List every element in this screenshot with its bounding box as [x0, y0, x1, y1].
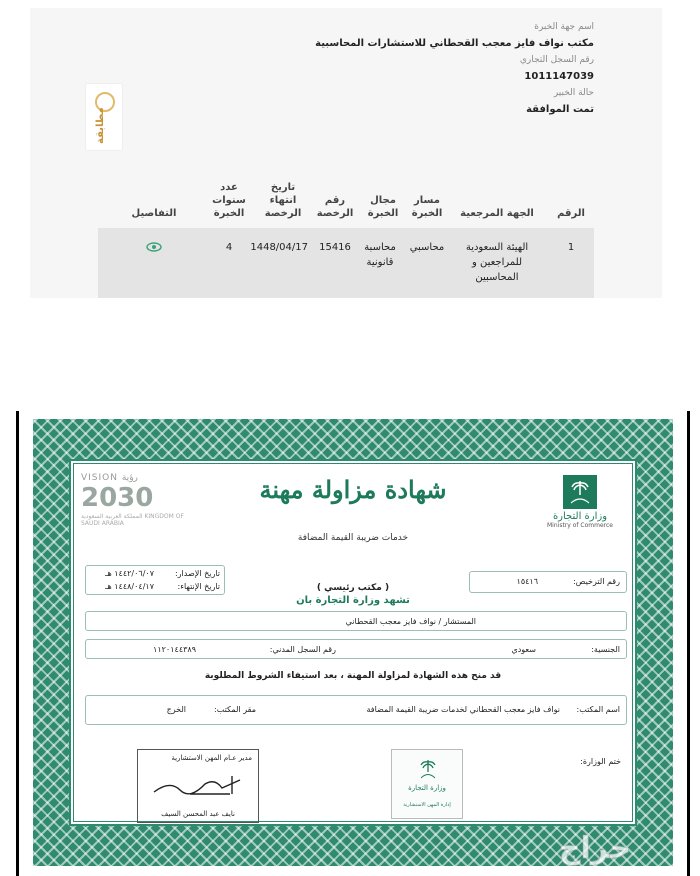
issue-date-label: تاريخ الإصدار: [174, 569, 220, 578]
signature-box [137, 749, 259, 823]
signer-title: مدير عـام المهن الاستشارية [171, 754, 252, 762]
expiry-date-label: تاريخ الإنتهاء: [177, 582, 220, 591]
certificate-border [33, 419, 673, 866]
header-details: التفاصيل [131, 208, 177, 219]
seal-ministry: وزارة التجارة [408, 784, 446, 792]
vision-label: VISION رؤية [81, 473, 138, 483]
expert-info-content [94, 8, 594, 298]
vision-2030-logo [81, 473, 191, 543]
status-value: تمت الموافقة [526, 104, 594, 115]
person-name: المستشار / نواف فايز معجب القحطاني [345, 617, 476, 626]
watermark-text: حراج [558, 831, 632, 866]
cell-field: محاسبة قانونية [364, 242, 396, 268]
office-hq-label: مقر المكتب: [214, 705, 256, 714]
expert-name-value: مكتب نواف فايز معجب القحطاني للاستشارات المحاسبية [315, 38, 594, 49]
license-value: ١٥٤١٦ [516, 577, 538, 586]
table-row [98, 228, 594, 298]
license-label: رقم الترخيص: [573, 577, 620, 586]
ministry-name-en: Ministry of Commerce [547, 522, 613, 529]
signature-mark [150, 770, 250, 800]
header-track: مسار الخبرة [411, 195, 443, 219]
expert-info [315, 22, 594, 121]
cell-expiry: 1448/04/17 [250, 242, 308, 253]
expertise-table [98, 170, 594, 298]
cell-license: 15416 [319, 242, 351, 253]
header-reference: الجهة المرجعية [460, 208, 534, 219]
header-num: الرقم [557, 208, 585, 219]
testify-text: تشهد وزارة التجارة بان [296, 595, 410, 606]
eye-icon[interactable] [146, 242, 162, 252]
header-license: رقم الرخصة [316, 195, 354, 219]
certificate-photo [16, 411, 690, 876]
header-years: عدد سنوات الخبرة [212, 182, 246, 219]
header-field: مجال الخبرة [367, 195, 399, 219]
expert-info-panel [30, 8, 662, 298]
signer-name: نايف عبد المحسن السيف [161, 810, 235, 818]
office-hq-value: الخرج [166, 705, 186, 714]
palm-swords-icon [563, 475, 597, 509]
civil-id-value: ١١٢٠١٤٤٣٨٩ [153, 645, 196, 654]
civil-id-label: رقم السجل المدني: [269, 645, 336, 654]
seal-department: إدارة المهن الاستشارية [403, 802, 451, 808]
expert-name-label: اسم جهة الخبرة [534, 22, 594, 32]
verified-stamp [85, 83, 123, 151]
certificate-body [69, 459, 637, 826]
certificate-subtitle: خدمات ضريبة القيمة المضافة [297, 533, 409, 543]
issue-date-value: ١٤٤٢/٠٦/٠٧ هـ [105, 569, 154, 578]
cell-years: 4 [225, 242, 233, 253]
cell-track: محاسبي [409, 242, 445, 253]
cr-value: 1011147039 [524, 71, 594, 82]
certificate-title: شهادة مزاولة مهنة [259, 475, 447, 504]
office-type: ( مكتب رئيسي ) [316, 583, 390, 593]
office-box [85, 695, 627, 725]
ministry-logo [537, 475, 623, 529]
header-expiry: تاريخ انتهاء الرخصة [264, 182, 302, 219]
cell-num: 1 [567, 242, 575, 253]
ministry-seal [391, 749, 463, 819]
office-name-label: اسم المكتب: [576, 705, 620, 714]
expiry-date-value: ١٤٤٨/٠٤/١٧ هـ [105, 582, 154, 591]
person-box [85, 611, 627, 631]
table-header [98, 170, 594, 228]
ministry-name-ar: وزارة التجارة [552, 511, 608, 522]
nationality-value: سعودي [511, 645, 536, 654]
cell-reference: الهيئة السعودية للمراجعين و المحاسبين [465, 242, 529, 283]
vision-year: 2030 [81, 483, 154, 513]
seal-label: ختم الوزارة: [580, 757, 621, 766]
stamp-text: مطابقة [95, 107, 106, 144]
nationality-label: الجنسية: [591, 645, 620, 654]
cr-label: رقم السجل التجاري [519, 55, 594, 65]
vision-country: المملكة العربية السعودية KINGDOM OF SAUDI ARABIA [81, 513, 184, 527]
office-name-value: نواف فايز معجب القحطاني لخدمات ضريبة القيمة المضافة [366, 705, 560, 714]
status-label: حالة الخبير [553, 88, 594, 98]
grant-text: قد منح هذه الشهادة لمزاولة المهنة ، بعد استيفاء الشروط المطلوبة [204, 671, 502, 681]
seal-palm-icon [418, 758, 438, 780]
nationality-box [85, 639, 627, 659]
haraj-watermark [500, 826, 690, 870]
